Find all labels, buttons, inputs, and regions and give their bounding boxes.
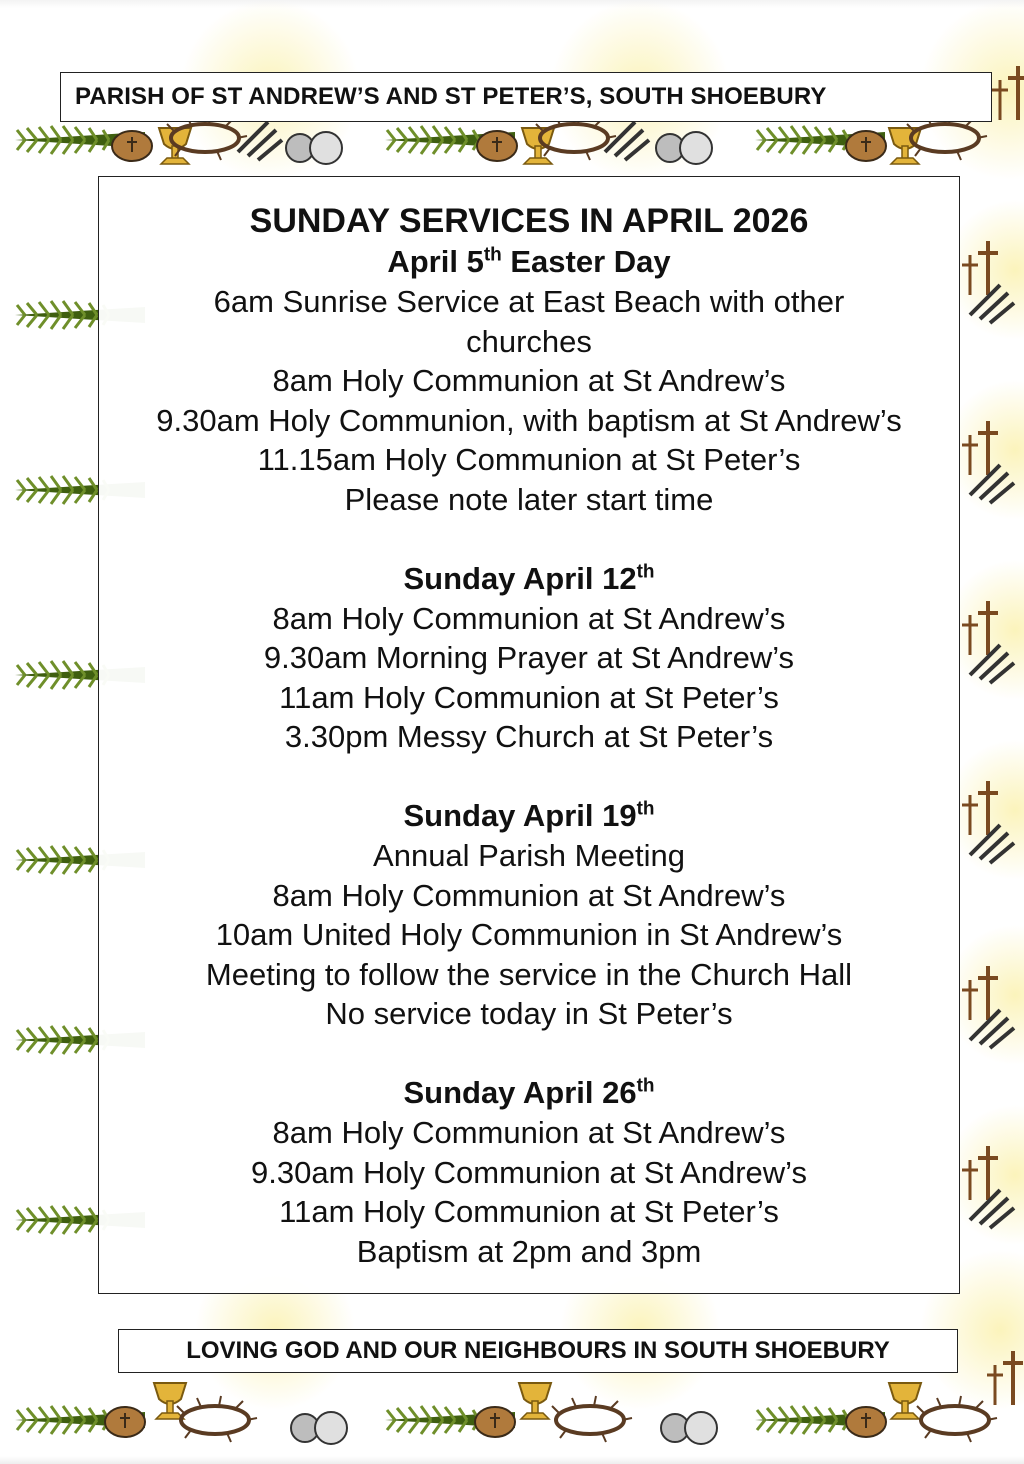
- parish-motto: LOVING GOD AND OUR NEIGHBOURS IN SOUTH SHOEBURY: [186, 1337, 890, 1364]
- section-heading: Sunday April 26th: [403, 1074, 655, 1110]
- service-line: 6am Sunrise Service at East Beach with other churches: [213, 284, 845, 359]
- section-heading: Sunday April 12th: [403, 560, 655, 596]
- parish-motto-footer: [118, 1329, 958, 1373]
- service-line: Annual Parish Meeting: [373, 837, 685, 873]
- service-line: 8am Holy Communion at St Andrew’s: [272, 877, 786, 913]
- service-section-april-12: [99, 559, 959, 757]
- service-line: 11am Holy Communion at St Peter’s: [279, 1194, 779, 1230]
- service-line: 9.30am Holy Communion, with baptism at St Andrew’s: [156, 402, 902, 438]
- services-title: SUNDAY SERVICES IN APRIL 2026: [249, 202, 809, 240]
- service-line: No service today in St Peter’s: [325, 996, 733, 1032]
- service-section-april-5: [99, 242, 959, 520]
- service-line: Meeting to follow the service in the Church Hall: [205, 956, 853, 992]
- service-line: 11.15am Holy Communion at St Peter’s: [257, 442, 801, 478]
- section-heading: Sunday April 19th: [403, 797, 655, 833]
- service-line: 10am United Holy Communion in St Andrew’s: [215, 917, 843, 953]
- service-line: Please note later start time: [344, 481, 714, 517]
- service-line: 9.30am Morning Prayer at St Andrew’s: [263, 640, 795, 676]
- service-section-april-26: [99, 1073, 959, 1271]
- services-panel: [98, 176, 960, 1294]
- section-heading: April 5th Easter Day: [387, 244, 671, 279]
- service-line: Baptism at 2pm and 3pm: [356, 1233, 702, 1269]
- parish-header: [60, 72, 992, 122]
- service-line: 3.30pm Messy Church at St Peter’s: [284, 719, 774, 755]
- service-line: 11am Holy Communion at St Peter’s: [279, 679, 779, 715]
- service-section-april-19: [99, 796, 959, 1034]
- service-line: 8am Holy Communion at St Andrew’s: [272, 600, 786, 636]
- service-line: 8am Holy Communion at St Andrew’s: [272, 1114, 786, 1150]
- parish-title: PARISH OF ST ANDREW’S AND ST PETER’S, SOUTH SHOEBURY: [75, 83, 827, 110]
- service-line: 8am Holy Communion at St Andrew’s: [272, 363, 786, 399]
- service-line: 9.30am Holy Communion at St Andrew’s: [251, 1154, 807, 1190]
